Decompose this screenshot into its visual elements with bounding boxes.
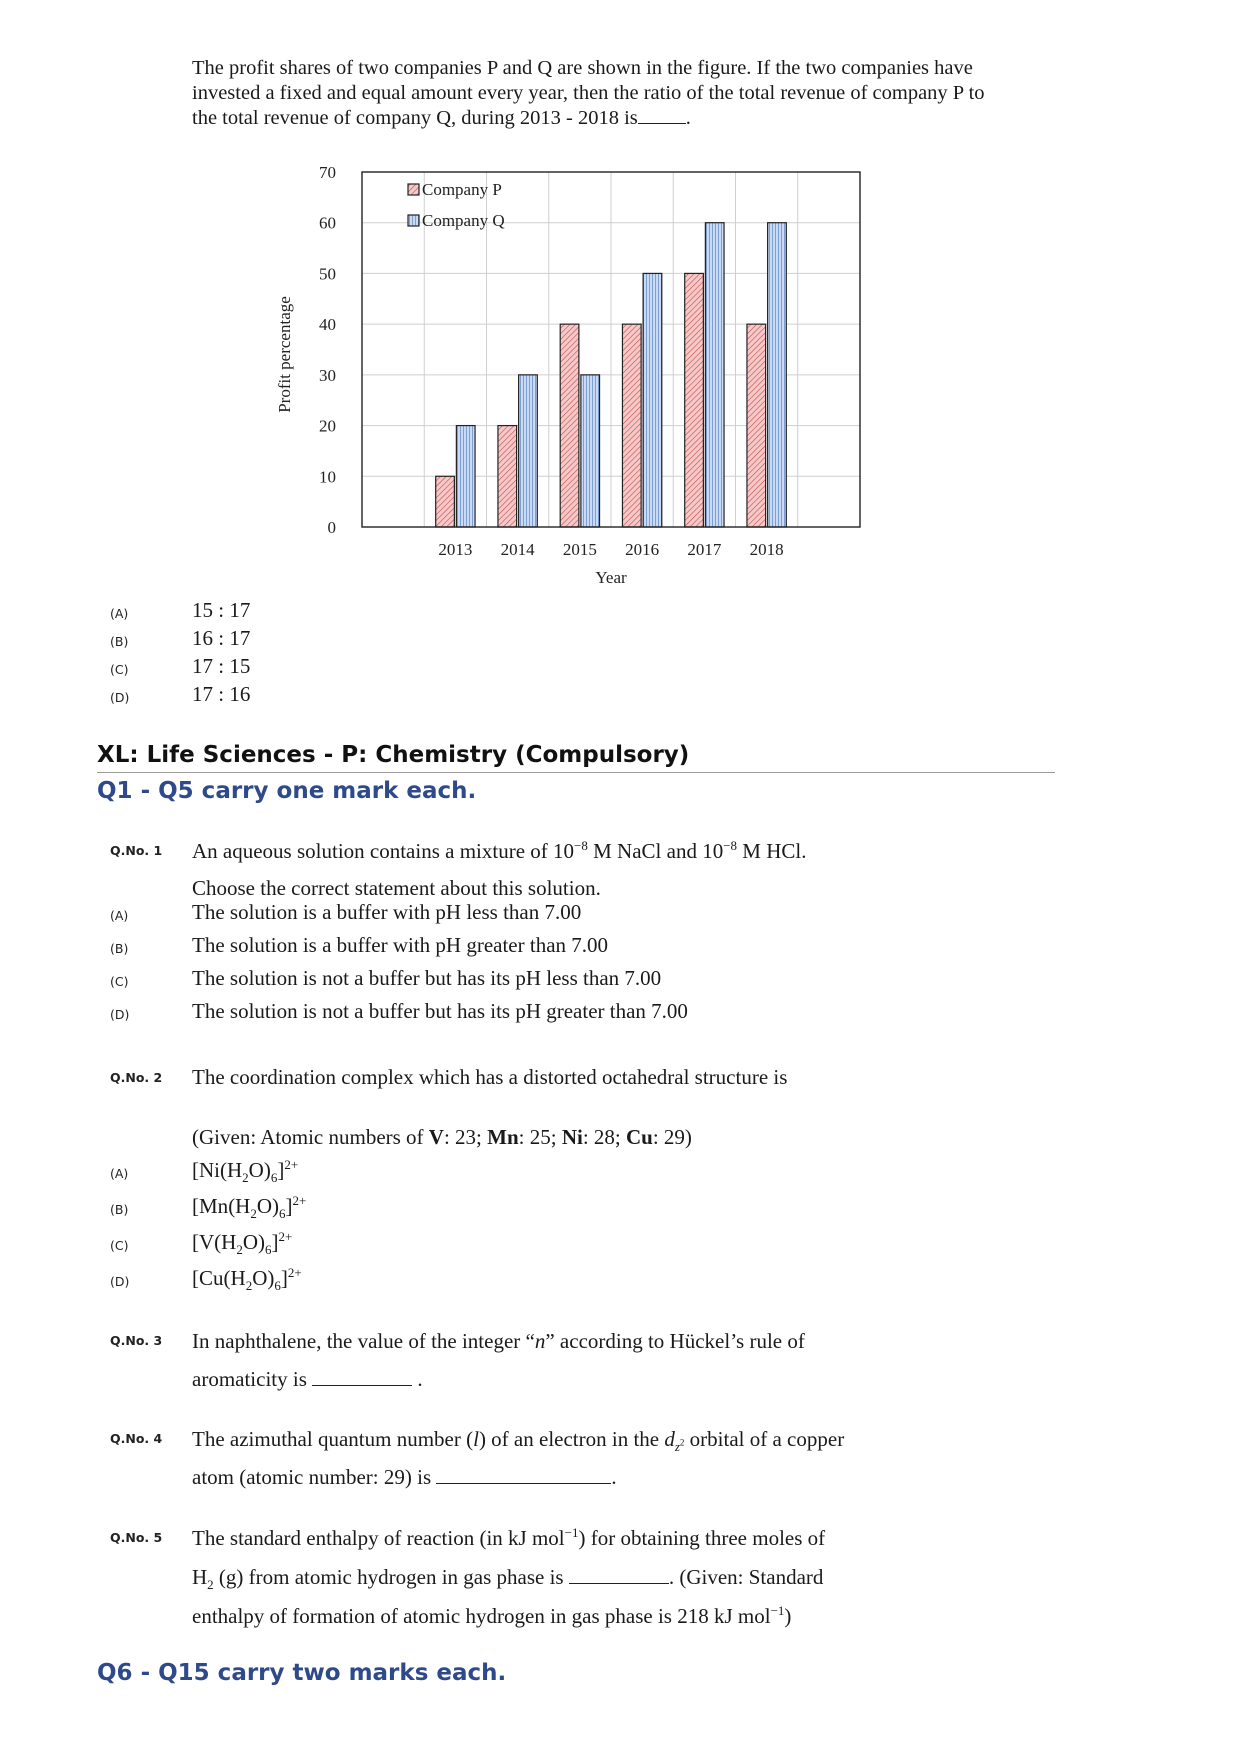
y-tick-label: 20 bbox=[319, 416, 336, 436]
q1-option-text: The solution is a buffer with pH greater than 7.00 bbox=[192, 933, 609, 957]
q2-line1: The coordination complex which has a distorted octahedral structure is bbox=[192, 1065, 788, 1089]
y-tick-label: 40 bbox=[319, 315, 336, 335]
bar-company-p bbox=[685, 273, 704, 527]
q2-option-label: (B) bbox=[110, 1202, 129, 1217]
x-axis-label: Year bbox=[595, 568, 627, 587]
q4-answer-blank bbox=[436, 1482, 611, 1484]
legend-label: Company P bbox=[422, 180, 502, 199]
q1-option-label: (A) bbox=[110, 908, 129, 923]
y-tick-label: 60 bbox=[319, 213, 336, 233]
marks-heading-one: Q1 - Q5 carry one mark each. bbox=[97, 778, 477, 804]
bar-company-q bbox=[519, 375, 538, 527]
y-axis-label: Profit percentage bbox=[275, 296, 294, 413]
section-divider bbox=[97, 772, 1055, 773]
q2-number: Q.No. 2 bbox=[110, 1070, 163, 1085]
q5-line2: $H_2$ (g) from atomic hydrogen in gas phase is . (Given: Standard bbox=[192, 1565, 824, 1593]
intro-option-text: 15 : 17 bbox=[192, 598, 251, 622]
x-tick-label: 2018 bbox=[749, 540, 784, 559]
bar-company-p bbox=[747, 324, 766, 527]
q1-line1: An aqueous solution contains a mixture of $10^{-8}$ M NaCl and $10^{-8}$ M HCl. bbox=[192, 838, 807, 863]
q1-line2: Choose the correct statement about this solution. bbox=[192, 876, 601, 900]
q3-answer-blank bbox=[312, 1384, 412, 1386]
x-tick-label: 2016 bbox=[625, 540, 660, 559]
intro-option-label: (A) bbox=[110, 606, 129, 621]
legend-label: Company Q bbox=[422, 211, 505, 230]
section-title: XL: Life Sciences - P: Chemistry (Compulsory) bbox=[97, 742, 690, 768]
intro-option-label: (D) bbox=[110, 690, 130, 705]
y-tick-label: 10 bbox=[319, 467, 336, 487]
q2-option-label: (A) bbox=[110, 1166, 129, 1181]
x-tick-label: 2017 bbox=[687, 540, 722, 559]
q5-line3: enthalpy of formation of atomic hydrogen in gas phase is 218 kJ mol$^{-1}$) bbox=[192, 1603, 792, 1628]
y-tick-label: 70 bbox=[319, 163, 336, 182]
y-tick-label: 30 bbox=[319, 365, 336, 385]
q1-option-label: (D) bbox=[110, 1007, 130, 1022]
intro-option-text: 17 : 16 bbox=[192, 682, 251, 706]
bar-company-q bbox=[768, 223, 787, 527]
q3-line1: In naphthalene, the value of the integer “n” according to Hückel’s rule of bbox=[192, 1329, 805, 1353]
q5-number: Q.No. 5 bbox=[110, 1530, 163, 1545]
chart-legend bbox=[408, 180, 505, 230]
q1-option-label: (C) bbox=[110, 974, 129, 989]
x-tick-label: 2014 bbox=[500, 540, 535, 559]
intro-option-label: (B) bbox=[110, 634, 129, 649]
q2-option-formula: $[Cu(H_2O)_6]^{2+}$ bbox=[192, 1265, 302, 1294]
q1-option-label: (B) bbox=[110, 941, 129, 956]
bar-company-p bbox=[560, 324, 579, 527]
bar-company-p bbox=[622, 324, 641, 527]
bar-company-q bbox=[581, 375, 600, 527]
q1-option-text: The solution is not a buffer but has its pH greater than 7.00 bbox=[192, 999, 688, 1023]
intro-option-text: 17 : 15 bbox=[192, 654, 251, 678]
q1-option-text: The solution is a buffer with pH less than 7.00 bbox=[192, 900, 582, 924]
legend-swatch-company-q bbox=[408, 215, 419, 226]
q3-line2: aromaticity is . bbox=[192, 1367, 423, 1391]
q2-option-formula: $[V(H_2O)_6]^{2+}$ bbox=[192, 1229, 293, 1258]
marks-heading-two: Q6 - Q15 carry two marks each. bbox=[97, 1660, 507, 1686]
intro-option-text: 16 : 17 bbox=[192, 626, 251, 650]
y-tick-label: 0 bbox=[327, 518, 336, 537]
y-tick-label: 50 bbox=[319, 264, 336, 284]
q3-number: Q.No. 3 bbox=[110, 1333, 163, 1348]
bar-company-q bbox=[643, 273, 662, 527]
bar-company-p bbox=[498, 426, 517, 527]
q4-number: Q.No. 4 bbox=[110, 1431, 163, 1446]
bar-company-q bbox=[456, 426, 475, 527]
intro-question bbox=[192, 56, 1012, 131]
q1-number: Q.No. 1 bbox=[110, 843, 163, 858]
bar-company-q bbox=[705, 223, 724, 527]
x-tick-label: 2015 bbox=[562, 540, 597, 559]
q5-line1: The standard enthalpy of reaction (in kJ mol$^{-1}$) for obtaining three moles of bbox=[192, 1525, 826, 1550]
answer-blank bbox=[638, 122, 686, 124]
intro-option-label: (C) bbox=[110, 662, 129, 677]
q2-option-label: (C) bbox=[110, 1238, 129, 1253]
bar-company-p bbox=[436, 476, 455, 527]
intro-question-text: The profit shares of two companies P and Q are shown in the figure. If the two companies have invested a fixed and equal amount every year, then the ratio of the total revenue of company P to the total revenue of company Q, during 2013 - 2018 is bbox=[192, 57, 985, 129]
q5-answer-blank bbox=[569, 1582, 669, 1584]
q2-option-label: (D) bbox=[110, 1274, 130, 1289]
intro-end: . bbox=[685, 107, 691, 129]
q2-option-formula: $[Mn(H_2O)_6]^{2+}$ bbox=[192, 1193, 307, 1222]
q1-option-text: The solution is not a buffer but has its pH less than 7.00 bbox=[192, 966, 662, 990]
q2-given: (Given: Atomic numbers of V: 23; Mn: 25; Ni: 28; Cu: 29) bbox=[192, 1125, 692, 1149]
x-tick-label: 2013 bbox=[438, 540, 473, 559]
legend-swatch-company-p bbox=[408, 184, 419, 195]
profit-bar-chart bbox=[275, 150, 910, 600]
q4-line2: atom (atomic number: 29) is . bbox=[192, 1465, 617, 1489]
q2-option-formula: $[Ni(H_2O)_6]^{2+}$ bbox=[192, 1157, 299, 1186]
q4-line1: The azimuthal quantum number (l) of an electron in the $d_{z^2}$ orbital of a copper bbox=[192, 1427, 845, 1455]
